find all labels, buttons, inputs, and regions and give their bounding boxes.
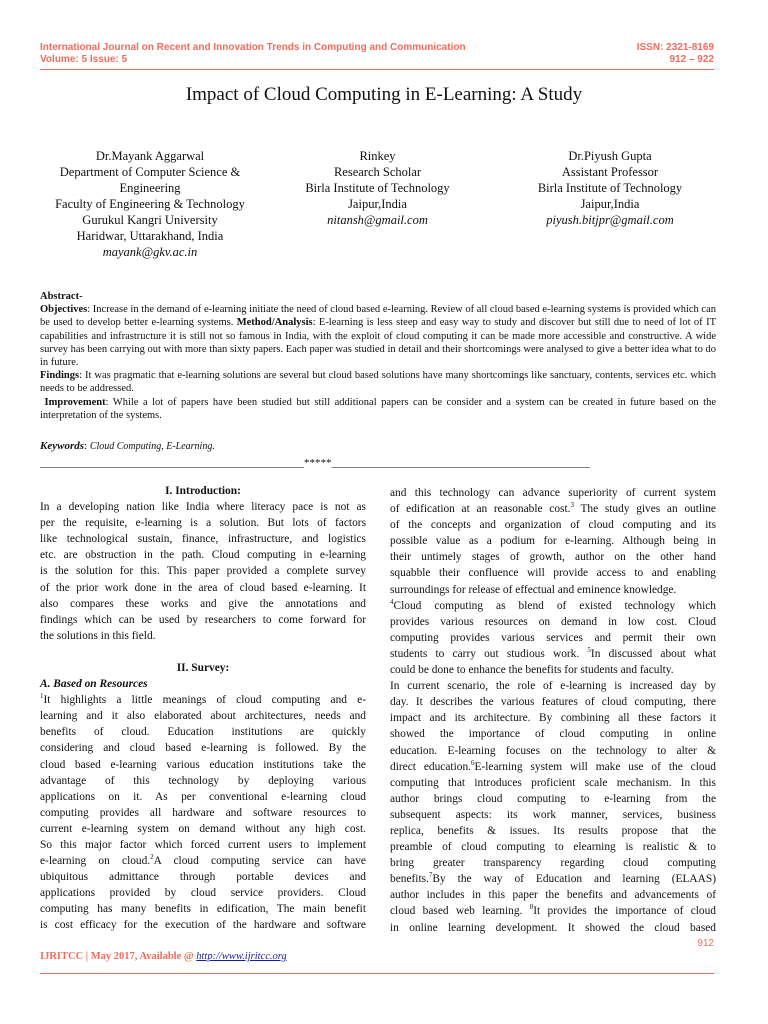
text-line: education. E-learning focuses on the technology to alter &	[390, 744, 716, 757]
text-line: bring greater transparency regarding cloud computing	[390, 857, 716, 870]
text-line: squabble their confluence will provide access to and enabling	[390, 567, 716, 580]
author-line: Birla Institute of Technology	[537, 181, 683, 195]
citation-number: 5	[587, 646, 591, 655]
abstract	[40, 290, 716, 422]
text-line: direct education.$^6$E-learning system will make use of the cloud	[390, 758, 716, 773]
objectives-label: Objectives	[40, 304, 88, 316]
section-heading-introduction: I. Introduction:	[165, 485, 241, 497]
keywords-label: Keywords	[40, 440, 84, 452]
text-line: applications on it. As per conventional e-learning cloud	[40, 790, 366, 803]
text-line: computing provides various services and permit their own	[390, 631, 716, 644]
text-line: $^4$Cloud computing as blend of existed technology which	[390, 597, 716, 612]
text-line: students to carry out studious work. $^5$In discussed about what	[390, 646, 716, 660]
text-line: per the requisite, e-learning is a solution. But lots of factors	[40, 517, 366, 530]
text-line: cloud based web learning. $^8$It provides the importance of cloud	[390, 903, 716, 918]
method-label: Method/Analysis	[236, 317, 313, 329]
text-line: is the solution for this. This paper provided a complete survey	[40, 565, 366, 578]
footer-rule	[40, 973, 714, 974]
journal-pages: 912 – 922	[669, 54, 714, 65]
objectives-text: : Increase in the demand of e-learning initiate the need of cloud based e-learning. Review of all cloud based e-learning systems is provided which can be used to develop better e-learning systems.	[40, 304, 716, 329]
author-email[interactable]: nitansh@gmail.com	[327, 213, 428, 227]
keywords-text: Cloud Computing, E-Learning.	[89, 441, 215, 452]
text-line: current e-learning system on demand without any high cost.	[40, 822, 366, 835]
right-column	[390, 485, 716, 936]
author-line: Research Scholar	[333, 165, 422, 179]
text-line: preamble of cloud computing to elearning is realistic & to	[390, 841, 716, 854]
text-line: computing that introduces proficient scale mechanism. In this	[390, 776, 716, 789]
keywords: Keywords: Cloud Computing, E-Learning.	[40, 440, 215, 452]
journal-volume: Volume: 5 Issue: 5	[40, 54, 128, 65]
text-line: learning and it also elaborated about architectures, needs and	[40, 710, 366, 723]
text-line: benefits.$^7$By the way of Education and learning (ELAAS)	[390, 871, 716, 886]
text-line: benefits of cloud. Education institutions are quickly	[40, 726, 366, 739]
left-column	[40, 483, 366, 934]
abstract-objectives	[40, 303, 716, 369]
text-line: impact and its architecture. By combining all these factors it	[390, 712, 716, 725]
author-block-2	[290, 148, 465, 228]
author-line: Birla Institute of Technology	[305, 181, 450, 195]
text-line: and this technology can advance superiority of current system	[390, 487, 716, 499]
text-line: showed the importance of cloud computing in online	[390, 728, 716, 741]
text-line: surroundings for release of effectual and eminence knowledge.	[390, 583, 677, 596]
author-line: Jaipur,India	[580, 197, 640, 211]
subsection-heading: A. Based on Resources	[40, 678, 148, 691]
paper-title: Impact of Cloud Computing in E-Learning: A Study	[185, 84, 583, 105]
page-number: 912	[697, 938, 714, 949]
citation-number: 3	[570, 501, 574, 510]
text-line: $^1$It highlights a little meanings of cloud computing and e-	[40, 692, 366, 707]
improvement-text: : While a lot of papers have been studied but still additional papers can be consider and a system can be created in future based on the interpretation of the systems.	[40, 396, 716, 421]
findings-text: : It was pragmatic that e-learning solutions are several but cloud based solutions have many shortcomings like sanctuary, contents, services etc. which needs to be addressed.	[40, 370, 716, 395]
text-line: is cost efficacy for the execution of the hardware and software	[40, 919, 366, 932]
journal-issn-block	[637, 42, 714, 66]
author-email[interactable]: piyush.bitjpr@gmail.com	[546, 213, 674, 227]
citation-number: 8	[529, 903, 534, 912]
section-separator: ________________________________________________*****_______________________________________________	[40, 457, 590, 469]
author-line: Jaipur,India	[348, 197, 407, 211]
text-line: applications provided by cloud service providers. Cloud	[40, 887, 366, 900]
text-line: also compares these works and give the annotations and	[40, 597, 366, 610]
text-line: findings which can be used by researchers to come forward for	[40, 613, 366, 626]
survey-text	[40, 692, 366, 933]
text-line: day. It describes the various features of cloud computing, there	[390, 696, 716, 709]
citation-number: 2	[150, 853, 154, 862]
method-text: : E-learning is less steep and easy way to study and discover but still due to need of lot of IT capabilities and infrastructure it is still not so famous in India, with the exploit of cloud computing it can be made more accessible and constructive. A wide survey has been carrying out with more than sixty papers. Each paper was studied in detail and their shortcomings were analysed to give a better idea what to do in future.	[40, 317, 716, 369]
journal-issn: ISSN: 2321-8169	[636, 42, 714, 53]
text-line: author brings cloud computing to e-learning from the	[390, 792, 716, 805]
author-line: Rinkey	[359, 149, 396, 163]
text-line: considering and cloud based e-learning is followed. By the	[40, 742, 366, 755]
text-line: So this major factor which forced current users to implement	[40, 838, 366, 851]
text-line: author includes in this paper the benefits and advancements of	[390, 889, 716, 902]
author-line: Dr.Piyush Gupta	[568, 149, 652, 163]
text-line: In a developing nation like India where literacy pace is not as	[40, 501, 366, 514]
abstract-heading: Abstract-	[40, 291, 83, 302]
author-line: Department of Computer Science &	[59, 165, 241, 179]
text-line: of the concepts and organization of cloud computing and its	[390, 519, 716, 532]
author-block-3	[500, 148, 720, 228]
abstract-findings	[40, 369, 716, 395]
text-line: the solutions in this field.	[40, 629, 156, 642]
footer-link[interactable]: http://www.ijritcc.org	[196, 951, 287, 962]
author-line: Engineering	[119, 181, 181, 195]
author-line: Haridwar, Uttarakhand, India	[76, 229, 224, 243]
citation-number: 4	[390, 597, 394, 606]
author-line: Gurukul Kangri University	[82, 213, 218, 227]
introduction-text	[40, 499, 366, 644]
author-email[interactable]: mayank@gkv.ac.in	[102, 245, 198, 259]
text-line: like technological sustain, finance, infrastructure, and logistics	[40, 533, 366, 546]
text-line: etc. are obstruction in the path. Cloud computing in e-learning	[40, 549, 366, 562]
footer-text: IJRITCC | May 2017, Available @	[40, 951, 197, 962]
abstract-improvement	[40, 396, 716, 422]
citation-number: 1	[40, 692, 44, 701]
text-line: could be done to enhance the benefits for students and faculty.	[390, 664, 674, 677]
text-line: ubiquitous admittance through portable devices and	[40, 871, 366, 884]
text-line: their untimely stages of growth, author on the other hand	[390, 551, 716, 564]
citation-number: 7	[428, 871, 433, 880]
author-line: Dr.Mayank Aggarwal	[95, 149, 205, 163]
text-line: possible value as a podium for e-learning. Although being in	[390, 535, 716, 548]
text-line: cloud based e-learning various education institutions take the	[40, 758, 366, 771]
text-line: of the prior work done in the area of cloud based e-learning. It	[40, 581, 366, 594]
text-line: subsequent aspects: its work manner, services, business	[390, 808, 716, 821]
text-line: advantage of this technology by deploying various	[40, 774, 366, 787]
header-rule	[40, 69, 714, 70]
text-line: of edification at an reasonable cost.$^3$ The study gives an outline	[390, 501, 716, 516]
footer	[40, 951, 287, 962]
text-line: in online learning development. It showed the cloud based	[390, 921, 716, 934]
section-heading-survey: II. Survey:	[176, 661, 230, 674]
text-line: provides various resources on demand in low cost. Cloud	[390, 615, 716, 628]
journal-name: International Journal on Recent and Innovation Trends in Computing and Communication	[40, 42, 466, 53]
author-block-1	[30, 148, 270, 260]
author-line: Assistant Professor	[561, 165, 659, 179]
improvement-label: Improvement	[44, 396, 106, 408]
text-line: In current scenario, the role of e-learning is increased day by	[390, 680, 716, 693]
text-line: computing provides all hardware and software resources to	[40, 806, 366, 819]
author-line: Faculty of Engineering & Technology	[55, 197, 245, 211]
text-line: computing has many benefits in edification, The main benefit	[40, 903, 366, 916]
text-line: replica, benefits & issues. Its results propose that the	[390, 824, 716, 837]
right-column-text	[390, 485, 716, 936]
citation-number: 6	[470, 758, 475, 767]
text-line: e-learning on cloud.$^2$A cloud computing service can have	[40, 853, 366, 868]
findings-label: Findings	[40, 370, 80, 382]
journal-header	[40, 42, 466, 66]
